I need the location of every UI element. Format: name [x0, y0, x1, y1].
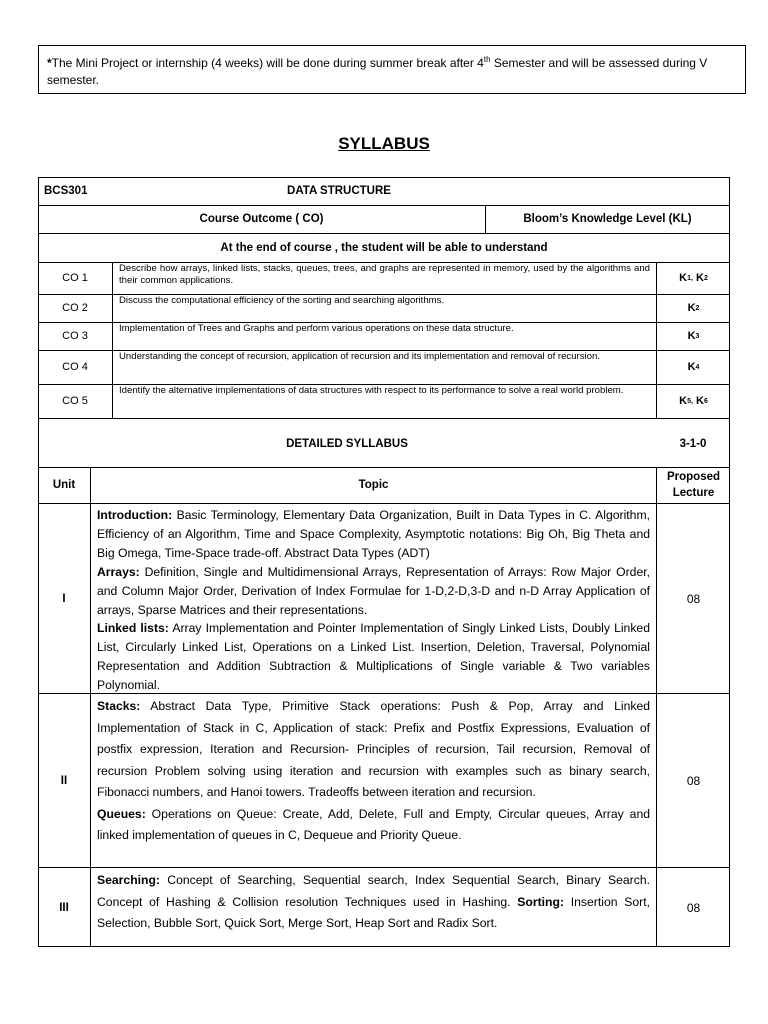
course-name: DATA STRUCTURE: [287, 185, 391, 197]
outcome-intro: At the end of course , the student will be able to understand: [220, 241, 548, 254]
co3-desc: Implementation of Trees and Graphs and perform various operations on these data structure.: [119, 323, 514, 334]
detailed-syllabus-label: DETAILED SYLLABUS: [286, 437, 408, 450]
unit-3-lectures: 08: [686, 900, 701, 915]
unit-2-lectures: 08: [686, 773, 701, 788]
unit-1-linked-lists-text: Array Implementation and Pointer Implementation of Singly Linked Lists, Doubly Linked List, Circularly Linked List, Operations on a Linked List. Insertion, Deletion, Traversal, Polynomial Representation and Addition Subtraction & Multiplications of Single variable & Two variables Polynomial.: [97, 621, 650, 693]
unit-2-label: II: [60, 774, 68, 787]
unit-2-queues-heading: Queues:: [97, 806, 146, 821]
co-header: Course Outcome ( CO): [199, 213, 324, 225]
co2-label: CO 2: [62, 302, 88, 314]
co5-label: CO 5: [62, 395, 88, 407]
note-text-before: The Mini Project or internship (4 weeks) will be done during summer break after 4: [51, 56, 484, 70]
lecture-header: [657, 467, 730, 503]
unit-3-sorting-heading: Sorting:: [517, 894, 564, 909]
topic-header: Topic: [358, 479, 389, 491]
co4-kl: K 4: [687, 361, 700, 373]
mini-project-note: [38, 45, 746, 94]
unit-2-stacks-text: Abstract Data Type, Primitive Stack operations: Push & Pop, Array and Linked Implementation of Stack in C, Application of stack: Prefix and Postfix Expressions, Evaluation of postfix expression, Iteration and Recursion- Principles of recursion, Tail recursion, Removal of recursion Problem solving using iteration and recursion with examples such as binary search, Fibonacci numbers, and Hanoi towers. Tradeoffs between iteration and recursion.: [97, 699, 650, 799]
unit-1-intro-text: Basic Terminology, Elementary Data Organization, Built in Data Types in C. Algorithm, Efficiency of an Algorithm, Time and Space Complexity, Asymptotic notations: Big Oh, Big Theta and Big Omega, Time-Space trade-off. Abstract Data Types (ADT): [97, 508, 650, 560]
page-title: SYLLABUS: [338, 134, 430, 153]
co1-desc: Describe how arrays, linked lists, stacks, queues, trees, and graphs are represented in memory, used by the algorithms and their common applications.: [119, 263, 650, 286]
co1-kl: K 1, K 2: [679, 272, 708, 284]
unit-3-topic: [91, 868, 656, 947]
unit-3-searching-text: Concept of Searching, Sequential search, Index Sequential Search, Binary Search. Concept of Hashing & Collision resolution Techniques used in Hashing.: [97, 873, 650, 909]
co3-kl: K 3: [687, 330, 700, 342]
unit-1-arrays-heading: Arrays:: [97, 564, 140, 579]
ltp-label: 3-1-0: [679, 437, 707, 450]
course-code: BCS301: [44, 185, 88, 197]
co2-desc: Discuss the computational efficiency of the sorting and searching algorithms.: [119, 295, 445, 306]
co4-desc: Understanding the concept of recursion, application of recursion and its implementation and removal of recursion.: [119, 351, 601, 362]
unit-2-queues-text: Operations on Queue: Create, Add, Delete, Full and Empty, Circular queues, Array and linked implementation of queues in C, Dequeue and Priority Queue.: [97, 806, 650, 842]
lecture-header-line1: Proposed: [666, 471, 721, 483]
unit-2-stacks-heading: Stacks:: [97, 699, 141, 713]
unit-1-linked-lists-heading: Linked lists:: [97, 621, 169, 636]
unit-1-topic: [91, 504, 656, 693]
unit-3-label: III: [59, 901, 69, 914]
unit-1-lectures: 08: [686, 591, 701, 606]
note-text-after: Semester and will be assessed during V semester.: [47, 56, 708, 87]
co5-desc: Identify the alternative implementations of data structures with respect to its performance to solve a real world problem.: [119, 385, 624, 396]
co5-kl: K 5, K 6: [679, 395, 708, 407]
unit-1-intro-heading: Introduction:: [97, 508, 173, 522]
unit-2-topic: [91, 694, 656, 867]
note-asterisk: *: [47, 56, 52, 70]
co1-label: CO 1: [62, 272, 88, 284]
kl-header: Bloom’s Knowledge Level (KL): [523, 213, 692, 225]
note-superscript: th: [483, 55, 491, 64]
co2-kl: K 2: [687, 302, 700, 314]
unit-header: Unit: [52, 479, 76, 491]
unit-1-arrays-text: Definition, Single and Multidimensional Arrays, Representation of Arrays: Row Major Order, and Column Major Order, Derivation of Index Formulae for 1-D,2-D,3-D and n-D Array Application of arrays, Sparse Matrices and their representations.: [97, 564, 650, 617]
unit-1-label: I: [62, 592, 66, 605]
unit-3-searching-heading: Searching:: [97, 873, 160, 887]
co3-label: CO 3: [62, 330, 88, 342]
unit-3-sorting-text: Insertion Sort, Selection, Bubble Sort, Quick Sort, Merge Sort, Heap Sort and Radix Sort.: [97, 894, 650, 930]
co4-label: CO 4: [62, 361, 88, 373]
lecture-header-line2: Lecture: [672, 487, 715, 499]
